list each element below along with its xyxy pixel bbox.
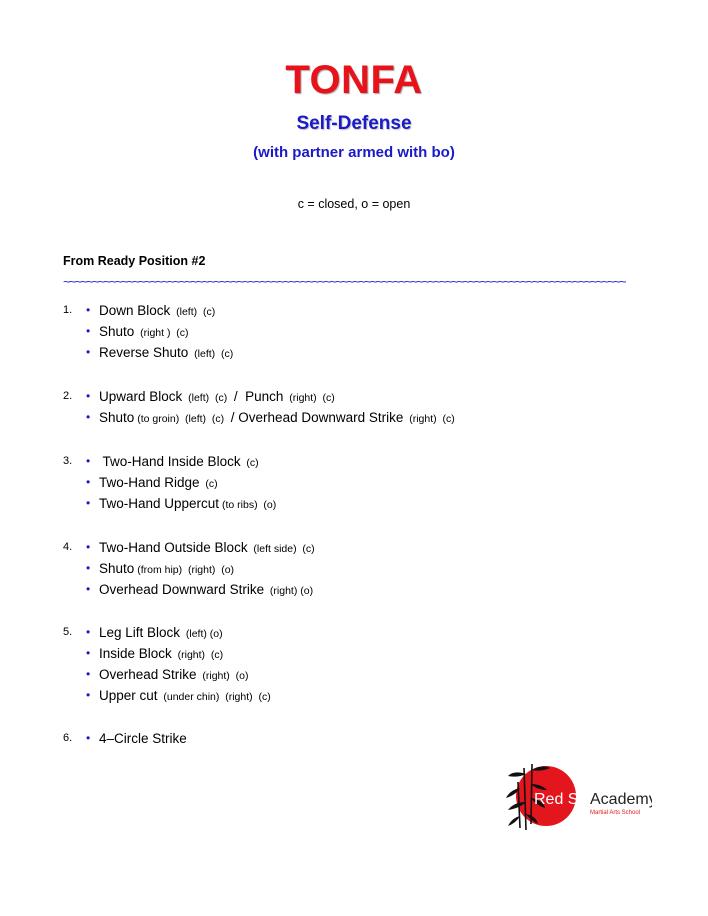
technique-item bbox=[63, 579, 315, 600]
technique-item bbox=[63, 342, 233, 363]
logo-name: Red Sun bbox=[534, 791, 597, 808]
technique-detail: (left) (o) bbox=[180, 628, 223, 640]
bullet-icon: • bbox=[86, 646, 91, 660]
technique-name: Upward Block bbox=[99, 389, 183, 404]
group-number: 3. bbox=[63, 455, 73, 467]
technique-name: Shuto bbox=[99, 324, 135, 339]
group-number: 6. bbox=[63, 732, 73, 744]
notation-legend: c = closed, o = open bbox=[297, 197, 411, 211]
technique-detail: (right) (c) bbox=[283, 392, 335, 404]
bullet-icon: • bbox=[86, 345, 91, 359]
bullet-icon: • bbox=[86, 324, 91, 338]
technique-name: Two-Hand Inside Block bbox=[99, 454, 241, 469]
group-number: 5. bbox=[63, 626, 73, 638]
technique-detail: (to groin) (left) (c) bbox=[134, 413, 228, 425]
technique-item bbox=[63, 558, 315, 579]
technique-name: Shuto bbox=[99, 561, 135, 576]
technique-name: Shuto bbox=[99, 410, 135, 425]
technique-group bbox=[63, 728, 187, 749]
technique-detail: (left) (c) bbox=[170, 306, 216, 318]
bullet-icon: • bbox=[86, 475, 91, 489]
technique-item bbox=[63, 728, 187, 749]
page-title: TONFA bbox=[285, 58, 423, 102]
technique-group bbox=[63, 622, 271, 706]
bullet-icon: • bbox=[86, 625, 91, 639]
technique-item bbox=[63, 386, 455, 407]
technique-detail: (under chin) (right) (c) bbox=[157, 691, 271, 703]
bullet-icon: • bbox=[86, 389, 91, 403]
technique-name: Overhead Strike bbox=[99, 667, 197, 682]
technique-name: / Overhead Downward Strike bbox=[227, 410, 404, 425]
technique-name: 4–Circle Strike bbox=[99, 731, 187, 746]
technique-name: Down Block bbox=[99, 303, 171, 318]
group-number: 1. bbox=[63, 304, 73, 316]
technique-item bbox=[63, 643, 271, 664]
technique-group bbox=[63, 537, 315, 600]
technique-item bbox=[63, 537, 315, 558]
technique-detail: (c) bbox=[199, 478, 218, 490]
technique-name: / Punch bbox=[230, 389, 284, 404]
technique-item bbox=[63, 300, 233, 321]
technique-name: Leg Lift Block bbox=[99, 625, 181, 640]
page-subtitle: Self-Defense bbox=[296, 113, 412, 134]
technique-name: Reverse Shuto bbox=[99, 345, 189, 360]
technique-name: Two-Hand Uppercut bbox=[99, 496, 220, 511]
technique-detail: (to ribs) (o) bbox=[219, 499, 277, 511]
technique-detail: (right) (o) bbox=[264, 585, 314, 597]
technique-detail: (from hip) (right) (o) bbox=[134, 564, 235, 576]
bullet-icon: • bbox=[86, 410, 91, 424]
red-sun-academy-logo bbox=[506, 764, 652, 832]
technique-item bbox=[63, 493, 276, 514]
group-number: 4. bbox=[63, 541, 73, 553]
technique-detail: (right) (o) bbox=[196, 670, 249, 682]
technique-group bbox=[63, 386, 455, 428]
logo-tagline: Martial Arts School bbox=[590, 810, 641, 816]
bullet-icon: • bbox=[86, 688, 91, 702]
technique-name: Inside Block bbox=[99, 646, 172, 661]
section-heading: From Ready Position #2 bbox=[63, 254, 206, 268]
technique-item bbox=[63, 407, 455, 428]
technique-name: Two-Hand Ridge bbox=[99, 475, 200, 490]
bullet-icon: • bbox=[86, 540, 91, 554]
logo-graphic bbox=[506, 764, 652, 832]
technique-item bbox=[63, 685, 271, 706]
technique-item bbox=[63, 321, 233, 342]
bullet-icon: • bbox=[86, 731, 91, 745]
bullet-icon: • bbox=[86, 667, 91, 681]
technique-item bbox=[63, 451, 276, 472]
bullet-icon: • bbox=[86, 303, 91, 317]
bullet-icon: • bbox=[86, 582, 91, 596]
bullet-icon: • bbox=[86, 561, 91, 575]
technique-name: Two-Hand Outside Block bbox=[99, 540, 248, 555]
group-number: 2. bbox=[63, 390, 73, 402]
technique-group bbox=[63, 300, 233, 363]
technique-name: Upper cut bbox=[99, 688, 158, 703]
technique-detail: (left) (c) bbox=[182, 392, 231, 404]
technique-detail: (right ) (c) bbox=[134, 327, 189, 339]
technique-item bbox=[63, 664, 271, 685]
technique-detail: (c) bbox=[240, 457, 259, 469]
page-subtitle-note: (with partner armed with bo) bbox=[253, 144, 455, 161]
technique-detail: (right) (c) bbox=[171, 649, 224, 661]
bullet-icon: • bbox=[86, 496, 91, 510]
tilde-divider: ~~~~~~~~~~~~~~~~~~~~~~~~~~~~~~~~~~~~~~~~~~~~~~~~~~~~~~~~~~~~~~~~~~~~~~~~~~~~~~~~~~~~~~~~~~~~~~~~~ bbox=[63, 274, 625, 289]
technique-group bbox=[63, 451, 276, 514]
technique-item bbox=[63, 472, 276, 493]
technique-item bbox=[63, 622, 271, 643]
technique-detail: (left side) (c) bbox=[247, 543, 315, 555]
technique-detail: (right) (c) bbox=[403, 413, 455, 425]
bullet-icon: • bbox=[86, 454, 91, 468]
technique-detail: (left) (c) bbox=[188, 348, 234, 360]
technique-name: Overhead Downward Strike bbox=[99, 582, 265, 597]
logo-name-2: Academy bbox=[590, 791, 652, 808]
